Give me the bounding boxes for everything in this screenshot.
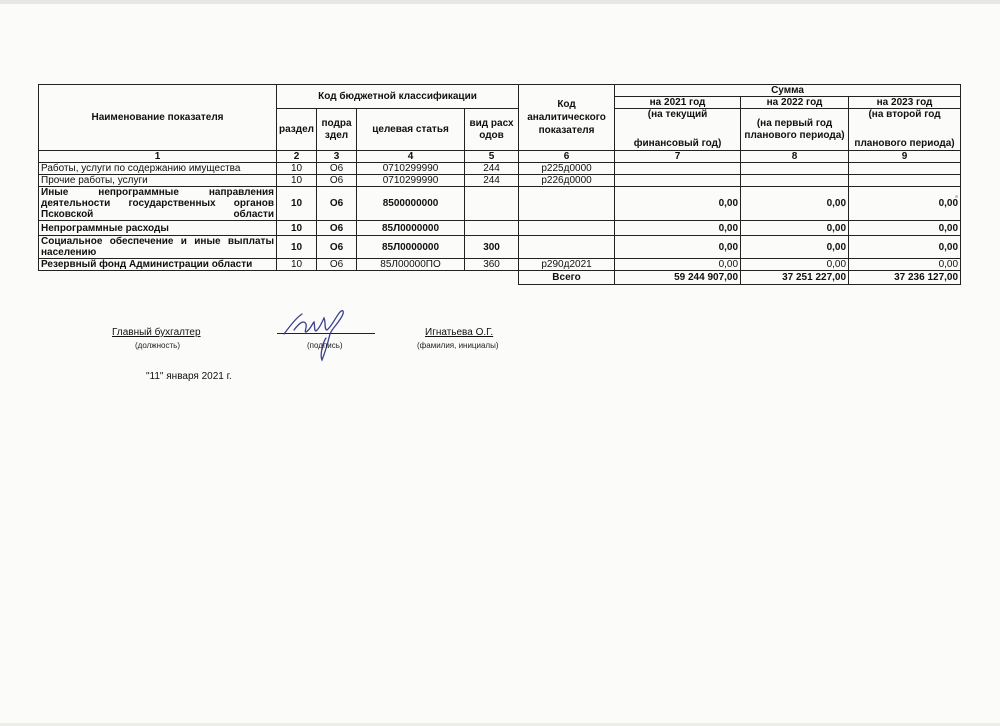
- row-vid: [465, 221, 519, 236]
- row-sum-2022: 0,00: [741, 187, 849, 221]
- row-article: 0710299990: [357, 163, 465, 175]
- row-name: Резервный фонд Администрации области: [39, 259, 277, 271]
- document-date: "11" января 2021 г.: [146, 371, 232, 382]
- row-podrazdel: О6: [317, 221, 357, 236]
- row-razdel: 10: [277, 236, 317, 259]
- row-vid: 300: [465, 236, 519, 259]
- total-label: Всего: [519, 271, 615, 285]
- row-vid: 360: [465, 259, 519, 271]
- column-number: 6: [519, 151, 615, 163]
- row-vid: 244: [465, 163, 519, 175]
- row-sum-2021: [615, 175, 741, 187]
- row-article: 85Л0000000: [357, 236, 465, 259]
- table-row: [39, 163, 961, 175]
- signature-position-caption: (должность): [135, 341, 180, 350]
- header-budget-code: Код бюджетной классификации: [277, 85, 519, 109]
- header-year-2021: на 2021 год: [615, 97, 741, 109]
- row-sum-2021: [615, 163, 741, 175]
- total-spacer: [39, 271, 519, 285]
- row-analytic-code: р226д0000: [519, 175, 615, 187]
- total-sum-2023: 37 236 127,00: [849, 271, 961, 285]
- column-number: 7: [615, 151, 741, 163]
- row-sum-2021: 0,00: [615, 259, 741, 271]
- column-number: 4: [357, 151, 465, 163]
- header-razdel: раздел: [277, 109, 317, 151]
- row-razdel: 10: [277, 259, 317, 271]
- page-top-edge: [0, 0, 1000, 4]
- row-name: Иные непрограммные направления деятельности государственных органов Псковской области: [39, 187, 277, 221]
- row-sum-2023: 0,00: [849, 236, 961, 259]
- row-sum-2022: 0,00: [741, 236, 849, 259]
- total-sum-2022: 37 251 227,00: [741, 271, 849, 285]
- header-vid: вид расходов: [465, 109, 519, 151]
- row-sum-2023: [849, 175, 961, 187]
- header-2023-note: [849, 109, 961, 151]
- column-number-row: [39, 151, 961, 163]
- header-article: целевая статья: [357, 109, 465, 151]
- row-analytic-code: р225д0000: [519, 163, 615, 175]
- header-2023-note-b: планового периода): [854, 138, 955, 149]
- row-article: 85Л00000ПО: [357, 259, 465, 271]
- total-row: [39, 271, 961, 285]
- row-sum-2022: 0,00: [741, 221, 849, 236]
- row-podrazdel: О6: [317, 163, 357, 175]
- row-sum-2023: 0,00: [849, 259, 961, 271]
- row-vid: [465, 187, 519, 221]
- table-row: [39, 221, 961, 236]
- signature-name: Игнатьева О.Г.: [425, 327, 494, 338]
- table-row: [39, 175, 961, 187]
- row-name: Непрограммные расходы: [39, 221, 277, 236]
- row-sum-2021: 0,00: [615, 221, 741, 236]
- header-podrazdel: подраздел: [317, 109, 357, 151]
- total-sum-2021: 59 244 907,00: [615, 271, 741, 285]
- header-year-2023: на 2023 год: [849, 97, 961, 109]
- table-row: [39, 259, 961, 271]
- header-year-2022: на 2022 год: [741, 97, 849, 109]
- row-podrazdel: О6: [317, 236, 357, 259]
- header-2023-note-a: (на второй год: [868, 109, 941, 120]
- table-row: [39, 236, 961, 259]
- handwritten-signature: [280, 304, 360, 364]
- signature-name-caption: (фамилия, инициалы): [417, 341, 499, 350]
- header-2021-note-a: (на текущий: [647, 109, 708, 120]
- header-2021-note: [615, 109, 741, 151]
- row-article: 0710299990: [357, 175, 465, 187]
- row-analytic-code: [519, 187, 615, 221]
- row-sum-2023: 0,00: [849, 187, 961, 221]
- row-podrazdel: О6: [317, 259, 357, 271]
- row-name: Социальное обеспечение и иные выплаты населению: [39, 236, 277, 259]
- row-sum-2022: [741, 175, 849, 187]
- row-article: 8500000000: [357, 187, 465, 221]
- column-number: 1: [39, 151, 277, 163]
- row-article: 85Л0000000: [357, 221, 465, 236]
- row-razdel: 10: [277, 163, 317, 175]
- budget-table: [38, 84, 961, 285]
- row-analytic-code: р290д2021: [519, 259, 615, 271]
- row-sum-2021: 0,00: [615, 187, 741, 221]
- row-name: Работы, услуги по содержанию имущества: [39, 163, 277, 175]
- row-analytic-code: [519, 221, 615, 236]
- row-sum-2023: [849, 163, 961, 175]
- column-number: 9: [849, 151, 961, 163]
- row-razdel: 10: [277, 187, 317, 221]
- table-row: [39, 187, 961, 221]
- row-sum-2022: [741, 163, 849, 175]
- column-number: 8: [741, 151, 849, 163]
- header-2022-note: (на первый год планового периода): [741, 109, 849, 151]
- row-analytic-code: [519, 236, 615, 259]
- row-sum-2023: 0,00: [849, 221, 961, 236]
- header-sum: Сумма: [615, 85, 961, 97]
- row-name: Прочие работы, услуги: [39, 175, 277, 187]
- column-number: 5: [465, 151, 519, 163]
- row-razdel: 10: [277, 221, 317, 236]
- row-sum-2021: 0,00: [615, 236, 741, 259]
- signature-caption: (подпись): [307, 341, 343, 350]
- column-number: 3: [317, 151, 357, 163]
- header-analytic-code: Код аналитического показателя: [519, 85, 615, 151]
- row-podrazdel: О6: [317, 187, 357, 221]
- header-2021-note-b: финансовый год): [633, 138, 722, 149]
- row-sum-2022: 0,00: [741, 259, 849, 271]
- row-vid: 244: [465, 175, 519, 187]
- signature-position: Главный бухгалтер: [112, 327, 201, 338]
- column-number: 2: [277, 151, 317, 163]
- header-indicator-name: Наименование показателя: [39, 85, 277, 151]
- row-podrazdel: О6: [317, 175, 357, 187]
- row-razdel: 10: [277, 175, 317, 187]
